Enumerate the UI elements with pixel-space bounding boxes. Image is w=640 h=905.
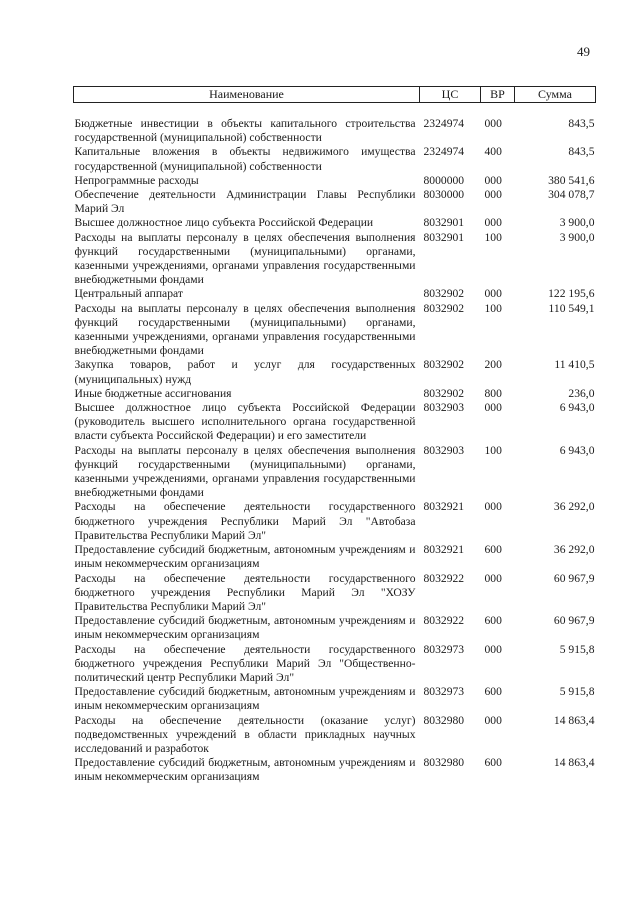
row-vr: 000 bbox=[484, 642, 502, 656]
table-row bbox=[74, 287, 596, 301]
row-vr: 600 bbox=[484, 614, 502, 628]
row-cs: 8030000 bbox=[423, 188, 465, 202]
table-row bbox=[74, 358, 596, 386]
row-cs: 8032973 bbox=[423, 642, 465, 656]
table-row bbox=[74, 714, 596, 757]
row-cs: 8032901 bbox=[423, 216, 465, 230]
row-sum: 6 943,0 bbox=[559, 401, 595, 415]
table-row bbox=[74, 756, 596, 784]
row-sum: 380 541,6 bbox=[548, 173, 595, 187]
row-sum: 5 915,8 bbox=[559, 642, 595, 656]
row-cs: 8032921 bbox=[423, 500, 465, 514]
table-row bbox=[74, 387, 596, 401]
header-cs: ЦС bbox=[420, 87, 481, 103]
table-row bbox=[74, 174, 596, 188]
table-row bbox=[74, 401, 596, 444]
row-sum: 6 943,0 bbox=[559, 443, 595, 457]
row-cs: 8032922 bbox=[423, 614, 465, 628]
row-name: Расходы на выплаты персоналу в целях обеспечения выполнения функций государственными (муниципальными) органами, казенными учреждениями, органами управления государственными внебюджетными фондами bbox=[74, 301, 416, 358]
row-name: Обеспечение деятельности Администрации Главы Республики Марий Эл bbox=[74, 188, 416, 216]
row-vr: 400 bbox=[484, 145, 502, 159]
row-name: Расходы на обеспечение деятельности государственного бюджетного учреждения Республики Марий Эл "Автобаза Правительства Республики Марий Эл" bbox=[74, 500, 416, 542]
row-name: Центральный аппарат bbox=[74, 287, 183, 301]
row-vr: 800 bbox=[484, 386, 502, 400]
budget-table bbox=[73, 86, 596, 785]
row-name: Иные бюджетные ассигнования bbox=[74, 386, 232, 400]
row-vr: 100 bbox=[484, 301, 502, 315]
row-name: Расходы на выплаты персоналу в целях обеспечения выполнения функций государственными (муниципальными) органами, казенными учреждениями, органами управления государственными внебюджетными фондами bbox=[74, 443, 416, 500]
row-cs: 8000000 bbox=[423, 173, 465, 187]
row-name: Предоставление субсидий бюджетным, автономным учреждениям и иным некоммерческим организациям bbox=[74, 614, 416, 642]
row-vr: 200 bbox=[484, 358, 502, 372]
row-cs: 8032902 bbox=[423, 287, 465, 301]
row-sum: 14 863,4 bbox=[553, 756, 595, 770]
table-row bbox=[74, 444, 596, 501]
header-vr: ВР bbox=[481, 87, 515, 103]
row-vr: 000 bbox=[484, 713, 502, 727]
row-sum: 3 900,0 bbox=[559, 230, 595, 244]
header-sum: Сумма bbox=[515, 87, 596, 103]
table-row bbox=[74, 572, 596, 615]
row-vr: 000 bbox=[484, 117, 502, 130]
row-vr: 100 bbox=[484, 443, 502, 457]
row-sum: 304 078,7 bbox=[548, 188, 595, 202]
row-name: Расходы на обеспечение деятельности государственного бюджетного учреждения Республики Марий Эл "Общественно-политический центр Республики Марий Эл" bbox=[74, 642, 416, 684]
row-sum: 843,5 bbox=[568, 145, 595, 159]
row-sum: 110 549,1 bbox=[548, 301, 595, 315]
table-header-row bbox=[74, 87, 596, 103]
row-vr: 000 bbox=[484, 571, 502, 585]
row-name: Непрограммные расходы bbox=[74, 173, 199, 187]
row-cs: 8032903 bbox=[423, 401, 465, 415]
table-row bbox=[74, 117, 596, 145]
row-sum: 843,5 bbox=[568, 117, 595, 130]
row-sum: 11 410,5 bbox=[554, 358, 595, 372]
table-row bbox=[74, 145, 596, 173]
table-row bbox=[74, 231, 596, 288]
row-name: Предоставление субсидий бюджетным, автономным учреждениям и иным некоммерческим организациям bbox=[74, 685, 416, 713]
row-sum: 5 915,8 bbox=[559, 685, 595, 699]
row-cs: 8032902 bbox=[423, 386, 465, 400]
row-vr: 100 bbox=[484, 230, 502, 244]
row-cs: 8032902 bbox=[423, 358, 465, 372]
row-vr: 600 bbox=[484, 756, 502, 770]
row-vr: 000 bbox=[484, 216, 502, 230]
row-sum: 36 292,0 bbox=[553, 500, 595, 514]
table-row bbox=[74, 685, 596, 713]
row-cs: 8032903 bbox=[423, 443, 465, 457]
spacer-row bbox=[74, 103, 596, 118]
row-name: Бюджетные инвестиции в объекты капитального строительства государственной (муниципальной) собственности bbox=[74, 117, 416, 145]
row-sum: 60 967,9 bbox=[553, 571, 595, 585]
row-name: Капитальные вложения в объекты недвижимого имущества государственной (муниципальной) собственности bbox=[74, 145, 416, 173]
row-vr: 000 bbox=[484, 401, 502, 415]
table-row bbox=[74, 216, 596, 230]
row-cs: 8032921 bbox=[423, 543, 465, 557]
row-vr: 000 bbox=[484, 500, 502, 514]
row-vr: 600 bbox=[484, 543, 502, 557]
row-vr: 600 bbox=[484, 685, 502, 699]
row-name: Предоставление субсидий бюджетным, автономным учреждениям и иным некоммерческим организациям bbox=[74, 543, 416, 571]
row-name: Закупка товаров, работ и услуг для государственных (муниципальных) нужд bbox=[74, 358, 416, 386]
table-row bbox=[74, 614, 596, 642]
row-cs: 8032973 bbox=[423, 685, 465, 699]
row-cs: 8032980 bbox=[423, 713, 465, 727]
header-name: Наименование bbox=[74, 87, 420, 103]
row-sum: 60 967,9 bbox=[553, 614, 595, 628]
table-row bbox=[74, 188, 596, 216]
row-name: Предоставление субсидий бюджетным, автономным учреждениям и иным некоммерческим организациям bbox=[74, 756, 416, 784]
row-name: Высшее должностное лицо субъекта Российской Федерации (руководитель высшего исполнительного органа государственной власти субъекта Российской Федерации) и его заместители bbox=[74, 401, 416, 443]
row-sum: 3 900,0 bbox=[559, 216, 595, 230]
row-sum: 14 863,4 bbox=[553, 713, 595, 727]
row-cs: 8032901 bbox=[423, 230, 465, 244]
row-cs: 2324974 bbox=[423, 117, 465, 130]
row-name: Расходы на выплаты персоналу в целях обеспечения выполнения функций государственными (муниципальными) органами, казенными учреждениями, органами управления государственными внебюджетными фондами bbox=[74, 230, 416, 287]
page-number: 49 bbox=[577, 44, 590, 59]
row-vr: 000 bbox=[484, 287, 502, 301]
row-vr: 000 bbox=[484, 173, 502, 187]
row-cs: 8032922 bbox=[423, 571, 465, 585]
row-cs: 8032902 bbox=[423, 301, 465, 315]
row-vr: 000 bbox=[484, 188, 502, 202]
row-sum: 36 292,0 bbox=[553, 543, 595, 557]
row-name: Высшее должностное лицо субъекта Российской Федерации bbox=[74, 216, 374, 230]
row-sum: 236,0 bbox=[568, 386, 595, 400]
table-row bbox=[74, 500, 596, 543]
row-name: Расходы на обеспечение деятельности государственного бюджетного учреждения Республики Марий Эл "ХОЗУ Правительства Республики Марий Эл" bbox=[74, 571, 416, 613]
table-row bbox=[74, 643, 596, 686]
row-sum: 122 195,6 bbox=[548, 287, 595, 301]
table-row bbox=[74, 543, 596, 571]
table-row bbox=[74, 302, 596, 359]
row-cs: 8032980 bbox=[423, 756, 465, 770]
row-cs: 2324974 bbox=[423, 145, 465, 159]
row-name: Расходы на обеспечение деятельности (оказание услуг) подведомственных учреждений в области прикладных научных исследований и разработок bbox=[74, 713, 416, 755]
